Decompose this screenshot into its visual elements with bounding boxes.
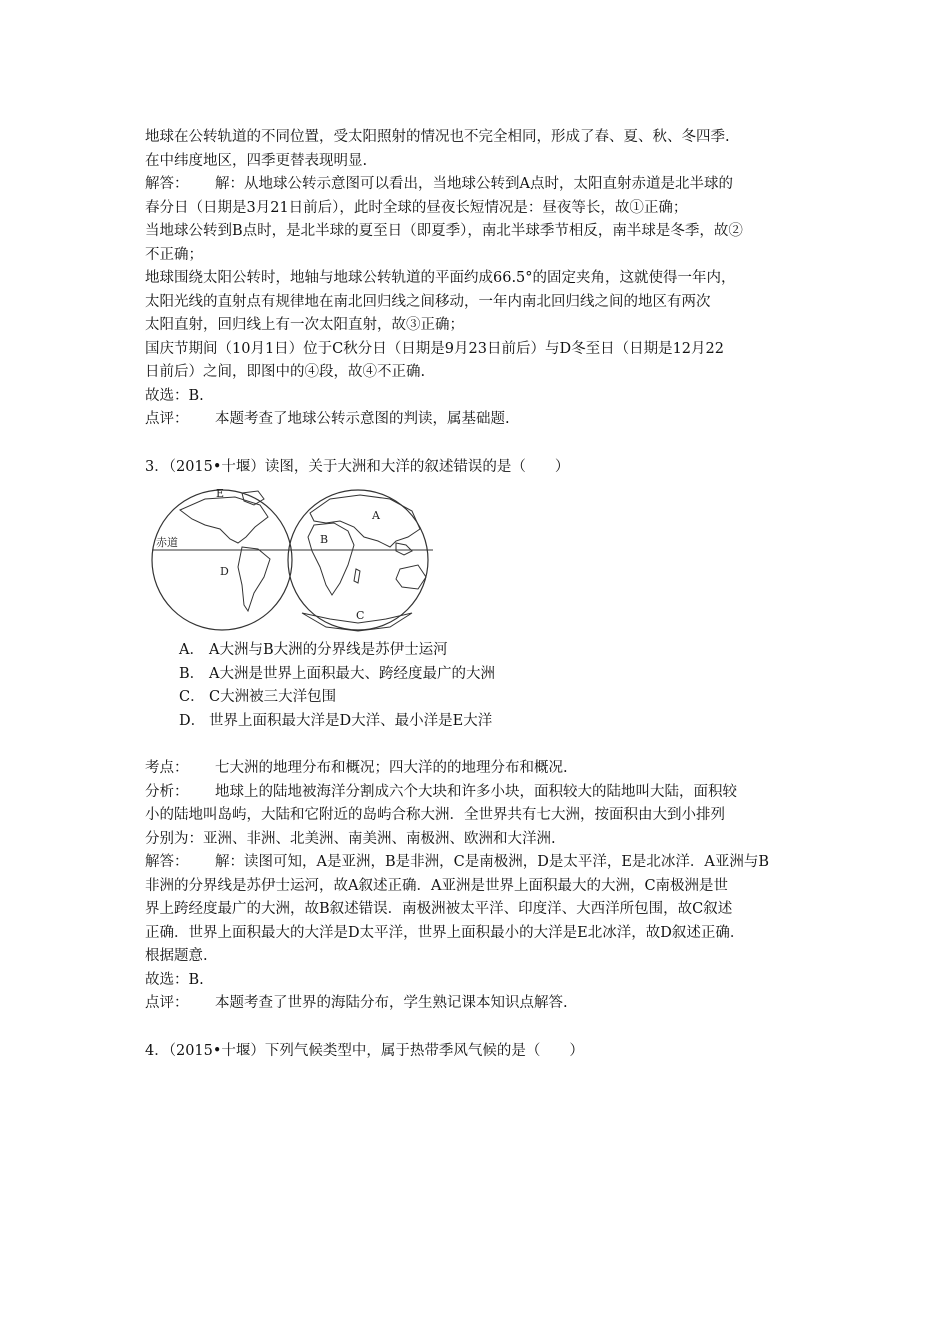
- q3-question: 3．（2015•十堰）读图，关于大洲和大洋的叙述错误的是（ ）: [145, 458, 570, 475]
- q3-option-b-key: B．: [179, 665, 205, 682]
- madagascar-shape: [354, 569, 360, 583]
- q3-option-d-key: D．: [179, 712, 206, 729]
- q2-answer-first-line: [145, 173, 825, 197]
- q3-comment-text: 本题考查了世界的海陆分布，学生熟记课本知识点解答.: [215, 995, 568, 1011]
- q3-option-b-text: A大洲是世界上面积最大、跨经度最广的大洲: [209, 665, 495, 682]
- q3-option-a-key: A．: [179, 642, 204, 658]
- q3-answer-line: 非洲的分界线是苏伊士运河，故A叙述正确．A亚洲是世界上面积最大的大洲，C南极洲是世: [145, 877, 729, 894]
- north-america-shape: [180, 497, 268, 543]
- q3-point-label: 考点：: [145, 760, 189, 776]
- q3-point-line: [145, 757, 825, 781]
- q2-answer-line: 国庆节期间（10月1日）位于C秋分日（日期是9月23日前后）与D冬至日（日期是12月22: [145, 340, 724, 357]
- q3-comment-label: 点评：: [145, 995, 189, 1011]
- islands-shape: [396, 543, 412, 555]
- world-map-figure: [150, 485, 435, 635]
- q3-analysis-line: 分别为：亚洲、非洲、北美洲、南美洲、南极洲、欧洲和大洋洲.: [145, 830, 556, 847]
- western-hemisphere-outline: [152, 490, 292, 630]
- intro-line-2: 在中纬度地区，四季更替表现明显.: [145, 152, 368, 169]
- map-label-d: D: [220, 565, 229, 578]
- map-label-b: B: [320, 533, 329, 546]
- q2-answer-label: 解答：: [145, 176, 189, 192]
- q4-question: 4．（2015•十堰）下列气候类型中，属于热带季风气候的是（ ）: [145, 1042, 584, 1059]
- q2-answer-line: 太阳直射，回归线上有一次太阳直射，故③正确；: [145, 317, 464, 333]
- q2-choice: 故选：B.: [145, 387, 204, 404]
- q3-analysis-first-line: [145, 781, 825, 805]
- q2-answer-line: 不正确；: [145, 246, 203, 263]
- q3-answer-first-line: [145, 851, 825, 875]
- q3-option-b: [145, 663, 825, 687]
- q3-answer-line: 正确．世界上面积最大的大洋是D太平洋，世界上面积最小的大洋是E北冰洋，故D叙述正确．: [145, 924, 745, 941]
- q3-analysis-label: 分析：: [145, 783, 189, 800]
- q2-answer-line: 太阳光线的直射点有规律地在南北回归线之间移动，一年内南北回归线之间的地区有两次: [145, 293, 711, 310]
- q3-option-d: [145, 710, 825, 734]
- q3-answer-label: 解答：: [145, 854, 189, 870]
- q2-comment-line: [145, 408, 825, 432]
- q3-option-c-text: C大洲被三大洋包围: [209, 689, 337, 705]
- q3-option-c-key: C．: [179, 689, 205, 705]
- q3-comment-line: [145, 992, 825, 1016]
- q3-point-text: 七大洲的地理分布和概况；四大洋的的地理分布和概况.: [215, 760, 568, 776]
- q3-answer-text: 解：读图可知，A是亚洲，B是非洲，C是南极洲，D是太平洋，E是北冰洋．A亚洲与B: [215, 854, 770, 870]
- q2-answer-line: 地球围绕太阳公转时，地轴与地球公转轨道的平面约成66.5°的固定夹角，这就使得一年内，: [145, 270, 736, 286]
- map-label-c: C: [356, 609, 365, 622]
- q2-answer-line: 当地球公转到B点时，是北半球的夏至日（即夏季），南北半球季节相反，南半球是冬季，故②: [145, 223, 743, 239]
- world-map-hemispheres: [150, 485, 435, 635]
- q3-option-d-text: 世界上面积最大洋是D大洋、最小洋是E大洋: [209, 712, 493, 729]
- map-label-e: E: [216, 487, 225, 500]
- q3-option-c: [145, 686, 825, 710]
- south-america-shape: [238, 547, 270, 611]
- q2-answer-line: 日前后）之间，即图中的④段，故④不正确.: [145, 364, 426, 380]
- map-label-equator: 赤道: [156, 536, 178, 549]
- q3-choice: 故选：B.: [145, 971, 204, 988]
- q3-analysis-line: 小的陆地叫岛屿，大陆和它附近的岛屿合称大洲．全世界共有七大洲，按面积由大到小排列: [145, 807, 725, 823]
- map-label-a: A: [372, 509, 380, 522]
- q3-option-a-text: A大洲与B大洲的分界线是苏伊士运河: [209, 642, 448, 658]
- africa-shape: [308, 523, 354, 595]
- q2-answer-text: 解：从地球公转示意图可以看出，当地球公转到A点时，太阳直射赤道是北半球的: [215, 176, 733, 192]
- q3-analysis-text: 地球上的陆地被海洋分割成六个大块和许多小块，面积较大的陆地叫大陆，面积较: [215, 783, 737, 800]
- q2-comment-text: 本题考查了地球公转示意图的判读，属基础题.: [215, 411, 510, 427]
- q2-answer-line: 春分日（日期是3月21日前后），此时全球的昼夜长短情况是：昼夜等长，故①正确；: [145, 199, 688, 216]
- australia-shape: [396, 565, 426, 589]
- q3-answer-line: 界上跨经度最广的大洲，故B叙述错误．南极洲被太平洋、印度洋、大西洋所包围，故C叙述: [145, 901, 733, 917]
- q3-answer-line: 根据题意.: [145, 948, 208, 964]
- intro-line-1: 地球在公转轨道的不同位置，受太阳照射的情况也不完全相同，形成了春、夏、秋、冬四季.: [145, 129, 730, 145]
- document-page: [145, 126, 825, 1063]
- q2-comment-label: 点评：: [145, 411, 189, 427]
- q3-option-a: [145, 639, 825, 663]
